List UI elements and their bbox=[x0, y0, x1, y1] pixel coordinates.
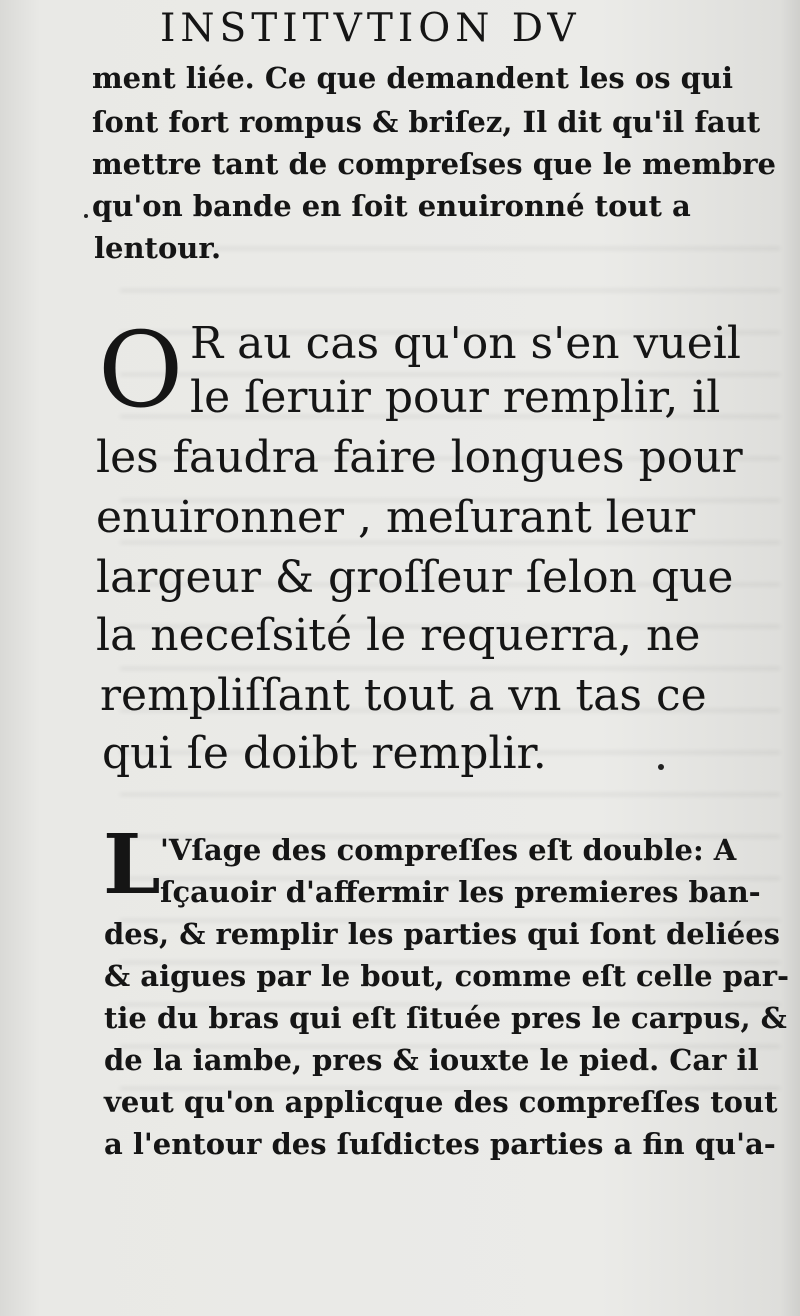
text-line: ment liée. Ce que demandent les os qui bbox=[92, 61, 734, 95]
text-line: 'Vſage des compreſſes eſt double: A bbox=[160, 833, 737, 867]
text-line: ſont fort rompus & briſez, Il dit qu'il faut bbox=[92, 105, 761, 139]
text-line: & aigues par le bout, comme eſt celle par- bbox=[104, 959, 790, 993]
drop-cap-o: O bbox=[98, 309, 184, 431]
drop-cap-l: L bbox=[103, 817, 161, 913]
text-line: enuironner , meſurant leur bbox=[96, 492, 696, 543]
text-line: qui ſe doibt remplir. bbox=[102, 728, 547, 779]
text-line: ſçauoir d'affermir les premieres ban- bbox=[160, 875, 761, 909]
running-head: INSTITVTION DV bbox=[160, 6, 581, 51]
text-line: le ſeruir pour remplir, il bbox=[190, 372, 721, 423]
text-line: rempliſſant tout a vn tas ce bbox=[100, 670, 707, 721]
text-line: les faudra faire longues pour bbox=[96, 432, 743, 483]
text-line: la neceſsité le requerra, ne bbox=[96, 610, 701, 661]
text-line: R au cas qu'on s'en vueil bbox=[190, 318, 741, 369]
text-line: tie du bras qui eſt ſituée pres le carpus, & bbox=[104, 1001, 787, 1035]
text-line: qu'on bande en ſoit enuironné tout a bbox=[92, 189, 691, 223]
text-line: de la iambe, pres & iouxte le pied. Car il bbox=[104, 1043, 759, 1077]
text-line: lentour. bbox=[94, 231, 222, 265]
text-line: veut qu'on applicque des compreſſes tout bbox=[104, 1085, 778, 1119]
text-line: des, & remplir les parties qui ſont deliées bbox=[104, 917, 781, 951]
ink-spot bbox=[84, 214, 88, 218]
ink-spot bbox=[658, 764, 664, 770]
text-line: a l'entour des ſuſdictes parties a fin qu'a- bbox=[104, 1127, 776, 1161]
text-line: mettre tant de compreſses que le membre bbox=[92, 147, 777, 181]
text-line: largeur & groſſeur ſelon que bbox=[96, 552, 734, 603]
